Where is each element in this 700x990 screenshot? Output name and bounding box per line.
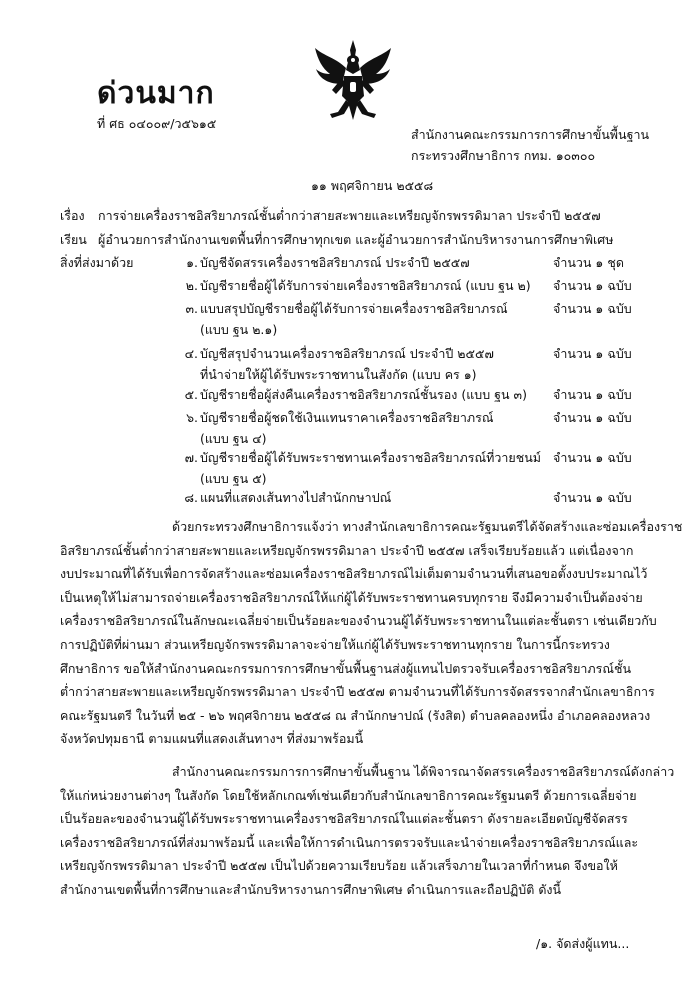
paragraph-line: อิสริยาภรณ์ชั้นต่ำกว่าสายสะพายและเหรียญจักรพรรดิมาลา ประจำปี ๒๕๕๗ เสร็จเรียบร้อยแล้ว แต่เนื่องจาก: [60, 542, 634, 558]
attachment-item: [0, 408, 700, 452]
attachment-quantity: จำนวน ๑ ฉบับ: [553, 450, 632, 465]
garuda-emblem-icon: [312, 38, 394, 122]
attachment-title: บัญชีรายชื่อผู้ได้รับพระราชทานเครื่องราชอิสริยาภรณ์ที่วายชนม์: [200, 450, 541, 465]
recipient-text: ผู้อำนวยการสำนักงานเขตพื้นที่การศึกษาทุกเขต และผู้อำนวยการสำนักบริหารงานการศึกษาพิเศษ: [98, 232, 614, 247]
paragraph-line: งบประมาณที่ได้รับเพื่อการจัดสร้างและซ่อมเครื่องราชอิสริยาภรณ์ไม่เต็มตามจำนวนที่เสนอขอตั้งงบประมาณไว้: [60, 566, 648, 582]
attachment-quantity: จำนวน ๑ ฉบับ: [553, 346, 632, 361]
body-paragraph-1: [60, 515, 683, 751]
paragraph-line: เครื่องราชอิสริยาภรณ์ในลักษณะเฉลี่ยจ่ายเป็นร้อยละของจำนวนผู้ได้รับพระราชทานในแต่ละชั้นตรา เช่นเดียวกับ: [60, 613, 657, 629]
paragraph-line: ศึกษาธิการ ขอให้สำนักงานคณะกรรมการการศึกษาขั้นพื้นฐานส่งผู้แทนไปตรวจรับเครื่องราชอิสริยาภรณ์ชั้น: [60, 660, 631, 676]
attachment-title-continued: ที่นำจ่ายให้ผู้ได้รับพระราชทานในสังกัด (แบบ คร ๑): [200, 367, 477, 382]
attachment-item: [0, 299, 700, 343]
attachment-item: [0, 385, 700, 405]
paragraph-line: ต่ำกว่าสายสะพายและเหรียญจักรพรรดิมาลา ประจำปี ๒๕๕๗ ตามจำนวนที่ได้รับการจัดสรรจากสำนักเลขาธิการ: [60, 684, 655, 700]
paragraph-line: สำนักงานคณะกรรมการการศึกษาขั้นพื้นฐาน ได้พิจารณาจัดสรรเครื่องราชอิสริยาภรณ์ดังกล่าว: [172, 764, 675, 779]
urgency-label: ด่วนมาก: [97, 76, 215, 111]
attachments-label: สิ่งที่ส่งมาด้วย: [60, 255, 134, 270]
attachment-number: ๒.: [185, 278, 198, 293]
attachment-item: [0, 448, 700, 492]
document-date: ๑๑ พฤศจิกายน ๒๕๕๘: [311, 178, 434, 193]
attachment-number: ๘.: [184, 490, 198, 505]
attachment-title-continued: (แบบ ฐน ๕): [200, 471, 267, 486]
paragraph-line: คณะรัฐมนตรี ในวันที่ ๒๕ - ๒๖ พฤศจิกายน ๒๕๕๘ ณ สำนักกษาปณ์ (รังสิต) ตำบลคลองหนึ่ง อำเภอคลองหลวง: [60, 707, 651, 723]
recipient-label: เรียน: [60, 232, 87, 247]
attachment-title: บัญชีสรุปจำนวนเครื่องราชอิสริยาภรณ์ ประจำปี ๒๕๕๗: [200, 346, 494, 361]
paragraph-line: สำนักงานเขตพื้นที่การศึกษาและสำนักบริหารงานการศึกษาพิเศษ ดำเนินการและถือปฏิบัติ ดังนี้: [60, 881, 562, 897]
attachment-title-continued: (แบบ ฐน ๔): [200, 431, 267, 446]
attachment-title: บัญชีรายชื่อผู้ได้รับการจ่ายเครื่องราชอิสริยาภรณ์ (แบบ ฐน ๒): [200, 278, 531, 293]
attachment-title: แบบสรุปบัญชีรายชื่อผู้ได้รับการจ่ายเครื่องราชอิสริยาภรณ์: [200, 301, 508, 316]
attachment-title: บัญชีรายชื่อผู้ชดใช้เงินแทนราคาเครื่องราชอิสริยาภรณ์: [200, 410, 494, 425]
attachment-title: บัญชีรายชื่อผู้ส่งคืนเครื่องราชอิสริยาภรณ์ชั้นรอง (แบบ ฐน ๓): [200, 387, 527, 402]
attachment-number: ๕.: [184, 387, 198, 402]
attachment-quantity: จำนวน ๑ ฉบับ: [553, 301, 632, 316]
body-paragraph-2: [60, 760, 675, 902]
paragraph-line: เป็นเหตุให้ไม่สามารถจ่ายเครื่องราชอิสริยาภรณ์ให้แก่ผู้ได้รับพระราชทานครบทุกราย จึงมีความจำเป็นต้องจ่าย: [60, 589, 643, 605]
issuer-line-2: กระทรวงศึกษาธิการ กทม. ๑๐๓๐๐: [411, 148, 596, 163]
attachment-number: ๔.: [184, 346, 198, 361]
paragraph-line: เหรียญจักรพรรดิมาลา ประจำปี ๒๕๕๗ เป็นไปด้วยความเรียบร้อย แล้วเสร็จภายในเวลาที่กำหนด จึงขอให้: [60, 858, 618, 874]
paragraph-line: การปฏิบัติที่ผ่านมา ส่วนเหรียญจักรพรรดิมาลาจะจ่ายให้แก่ผู้ได้รับพระราชทานทุกราย ในการนี้กระทรวง: [60, 636, 610, 652]
paragraph-line: ด้วยกระทรวงศึกษาธิการแจ้งว่า ทางสำนักเลขาธิการคณะรัฐมนตรีได้จัดสร้างและซ่อมเครื่องราช: [172, 519, 683, 534]
attachment-title: แผนที่แสดงเส้นทางไปสำนักกษาปณ์: [200, 490, 392, 505]
subject-label: เรื่อง: [60, 208, 85, 223]
paragraph-line: เครื่องราชอิสริยาภรณ์ที่ส่งมาพร้อมนี้ และเพื่อให้การดำเนินการตรวจรับและนำจ่ายเครื่องราชอิสริยาภรณ์และ: [60, 834, 639, 850]
subject-text: การจ่ายเครื่องราชอิสริยาภรณ์ชั้นต่ำกว่าสายสะพายและเหรียญจักรพรรดิมาลา ประจำปี ๒๕๕๗: [98, 208, 601, 223]
attachment-item: [0, 488, 700, 508]
attachment-quantity: จำนวน ๑ ฉบับ: [553, 278, 632, 293]
paragraph-line: ให้แก่หน่วยงานต่างๆ ในสังกัด โดยใช้หลักเกณฑ์เช่นเดียวกับสำนักเลขาธิการคณะรัฐมนตรี ด้วยการเฉลี่ยจ่าย: [60, 787, 637, 803]
paragraph-line: จังหวัดปทุมธานี ตามแผนที่แสดงเส้นทางฯ ที่ส่งมาพร้อมนี้: [60, 731, 364, 747]
attachment-quantity: จำนวน ๑ ฉบับ: [553, 387, 632, 402]
issuer-line-1: สำนักงานคณะกรรมการการศึกษาขั้นพื้นฐาน: [411, 127, 650, 142]
attachment-title: บัญชีจัดสรรเครื่องราชอิสริยาภรณ์ ประจำปี ๒๕๕๗: [200, 255, 470, 270]
document-number: ที่ ศธ ๐๔๐๐๙/ว๕๖๑๕: [97, 116, 217, 131]
attachment-item: [0, 344, 700, 388]
attachment-number: ๓.: [185, 301, 198, 316]
attachment-quantity: จำนวน ๑ ชุด: [553, 255, 624, 270]
attachment-quantity: จำนวน ๑ ฉบับ: [553, 490, 632, 505]
attachment-title-continued: (แบบ ฐน ๒.๑): [200, 322, 278, 337]
attachment-item: [0, 253, 700, 273]
attachment-item: [0, 276, 700, 296]
attachment-number: ๖.: [186, 410, 198, 425]
continuation-note: /๑. จัดส่งผู้แทน...: [536, 936, 630, 951]
paragraph-line: เป็นร้อยละของจำนวนผู้ได้รับพระราชทานเครื่องราชอิสริยาภรณ์ในแต่ละชั้นตรา ดังรายละเอียดบัญชีจัดสรร: [60, 811, 628, 827]
attachment-number: ๗.: [184, 450, 198, 465]
attachment-number: ๑.: [186, 255, 198, 270]
attachment-quantity: จำนวน ๑ ฉบับ: [553, 410, 632, 425]
